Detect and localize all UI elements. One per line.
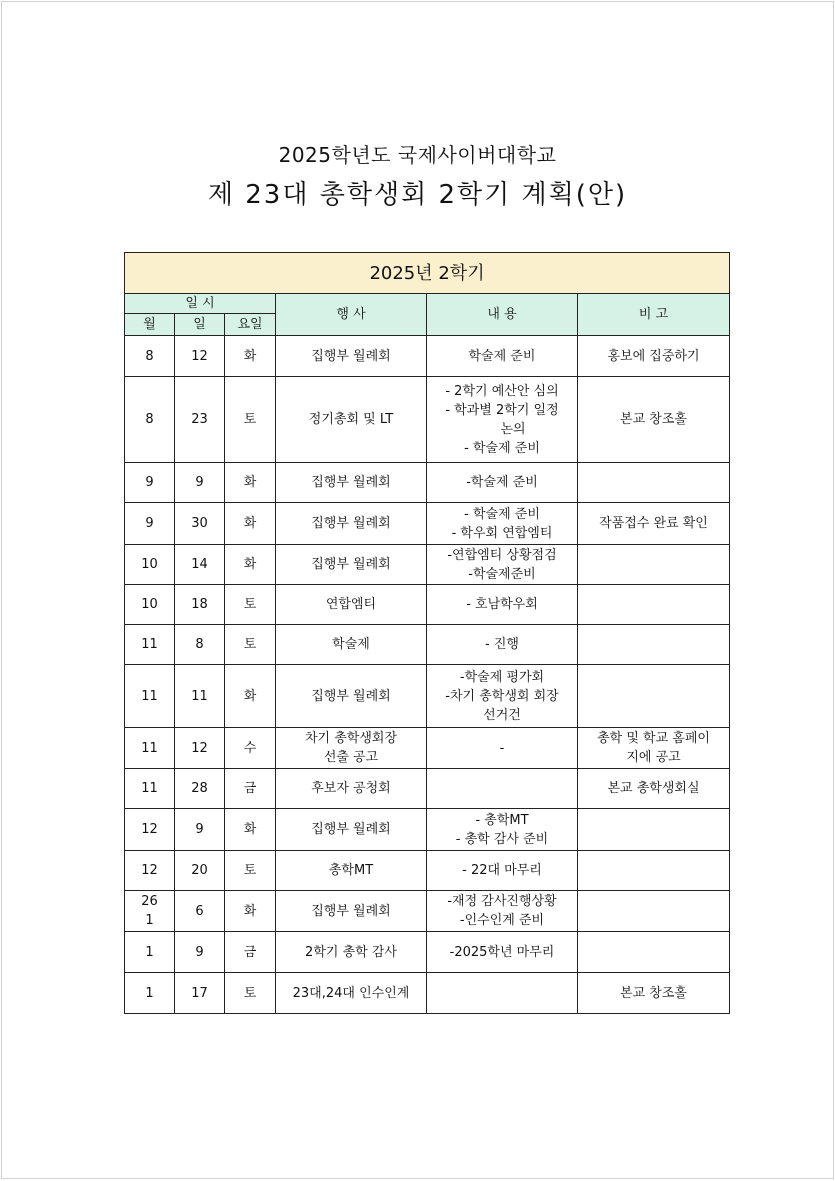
cell-day: 20: [175, 851, 225, 891]
table-row: [125, 891, 730, 932]
cell-line: -학술제준비: [468, 566, 536, 582]
cell-line: - 2학기 예산안 심의: [445, 383, 559, 399]
cell-content: [427, 932, 578, 973]
cell-day: 11: [175, 665, 225, 728]
cell-event: 집행부 월례회: [276, 665, 427, 728]
cell-month: 11: [125, 728, 175, 769]
table-row: [125, 932, 730, 973]
cell-event: 집행부 월례회: [276, 463, 427, 503]
cell-day: 28: [175, 769, 225, 809]
cell-month: 12: [125, 809, 175, 851]
cell-line: 총학 및 학교 홈페이: [597, 731, 710, 746]
cell-month: 1: [125, 973, 175, 1014]
table-row: [125, 665, 730, 728]
cell-note: [578, 665, 730, 728]
cell-line: 26: [141, 894, 158, 909]
cell-weekday: 토: [225, 377, 276, 463]
cell-event: 집행부 월례회: [276, 891, 427, 932]
cell-content: [427, 769, 578, 809]
cell-note: 본교 창조홀: [578, 973, 730, 1014]
cell-line: - 학우회 연합엠티: [451, 525, 553, 541]
table-row: [125, 625, 730, 665]
cell-weekday: 화: [225, 665, 276, 728]
table-row: [125, 728, 730, 769]
cell-month: 8: [125, 377, 175, 463]
cell-weekday: 토: [225, 851, 276, 891]
cell-content: [427, 728, 578, 769]
cell-weekday: 수: [225, 728, 276, 769]
cell-weekday: 화: [225, 503, 276, 545]
cell-content: [427, 851, 578, 891]
cell-content: [427, 503, 578, 545]
cell-line: 선출 공고: [323, 750, 379, 765]
table-row: [125, 545, 730, 585]
cell-note: [578, 545, 730, 585]
cell-note: [578, 809, 730, 851]
cell-content: [427, 377, 578, 463]
semester-title: 2025년 2학기: [125, 253, 730, 294]
cell-note: [578, 585, 730, 625]
cell-month: 11: [125, 769, 175, 809]
header-event: 행 사: [276, 294, 427, 336]
cell-event: 집행부 월례회: [276, 809, 427, 851]
cell-content: [427, 625, 578, 665]
table-row: [125, 769, 730, 809]
cell-weekday: 화: [225, 545, 276, 585]
cell-weekday: 토: [225, 625, 276, 665]
cell-weekday: 화: [225, 463, 276, 503]
cell-month: 12: [125, 851, 175, 891]
cell-day: 9: [175, 463, 225, 503]
cell-content: [427, 463, 578, 503]
cell-event: 2학기 총학 감사: [276, 932, 427, 973]
cell-note: [578, 728, 730, 769]
cell-event: 학술제: [276, 625, 427, 665]
cell-note: 작품접수 완료 확인: [578, 503, 730, 545]
cell-month: 9: [125, 463, 175, 503]
cell-day: 9: [175, 932, 225, 973]
cell-content: [427, 973, 578, 1014]
table-row: [125, 809, 730, 851]
table-row: [125, 851, 730, 891]
header-weekday: 요일: [225, 314, 276, 336]
cell-line: 학술제 준비: [468, 348, 536, 364]
cell-weekday: 화: [225, 809, 276, 851]
cell-line: -인수인계 준비: [459, 913, 545, 928]
cell-weekday: 토: [225, 585, 276, 625]
cell-event: [276, 728, 427, 769]
cell-day: 18: [175, 585, 225, 625]
cell-line: 지에 공고: [626, 750, 681, 765]
cell-day: 12: [175, 728, 225, 769]
cell-note: 본교 창조홀: [578, 377, 730, 463]
cell-month: 8: [125, 336, 175, 377]
cell-line: -학술제 준비: [466, 475, 538, 490]
cell-day: 30: [175, 503, 225, 545]
cell-event: 연합엠티: [276, 585, 427, 625]
cell-month: [125, 891, 175, 932]
table-row: [125, 336, 730, 377]
cell-note: [578, 625, 730, 665]
cell-note: [578, 891, 730, 932]
cell-line: - 학술제 준비: [464, 440, 540, 456]
cell-line: - 22대 마무리: [462, 863, 542, 878]
cell-content: [427, 891, 578, 932]
cell-event: 총학MT: [276, 851, 427, 891]
cell-line: - 총학MT: [475, 812, 529, 828]
cell-month: 10: [125, 585, 175, 625]
cell-weekday: 화: [225, 336, 276, 377]
cell-line: -2025학년 마무리: [449, 944, 555, 960]
cell-weekday: 토: [225, 973, 276, 1014]
cell-event: 집행부 월례회: [276, 503, 427, 545]
cell-line: 선거건: [483, 707, 521, 723]
schedule-table: [124, 252, 730, 1014]
cell-weekday: 화: [225, 891, 276, 932]
cell-event: 집행부 월례회: [276, 336, 427, 377]
header-content: 내 용: [427, 294, 578, 336]
cell-note: [578, 851, 730, 891]
schedule-body: [125, 336, 730, 1014]
cell-day: 23: [175, 377, 225, 463]
cell-day: 12: [175, 336, 225, 377]
header-date: 일 시: [125, 294, 276, 314]
document-page: [1, 1, 834, 1179]
cell-note: [578, 932, 730, 973]
cell-line: -재정 감사진행상황: [447, 894, 557, 909]
cell-line: 1: [145, 913, 154, 928]
table-row: [125, 503, 730, 545]
cell-month: 9: [125, 503, 175, 545]
header-note: 비 고: [578, 294, 730, 336]
table-row: [125, 377, 730, 463]
cell-line: -연합엠티 상황점검: [447, 547, 557, 563]
semester-header-row: [125, 253, 730, 294]
cell-event: 후보자 공청회: [276, 769, 427, 809]
table-row: [125, 585, 730, 625]
cell-line: - 총학 감사 준비: [455, 831, 549, 847]
cell-event: 정기총회 및 LT: [276, 377, 427, 463]
cell-line: - 학과별 2학기 일정: [445, 402, 559, 418]
cell-day: 6: [175, 891, 225, 932]
table-row: [125, 463, 730, 503]
cell-line: 논의: [500, 421, 526, 437]
cell-event: 집행부 월례회: [276, 545, 427, 585]
cell-day: 8: [175, 625, 225, 665]
cell-month: 1: [125, 932, 175, 973]
table-row: [125, 973, 730, 1014]
cell-day: 17: [175, 973, 225, 1014]
document-title: 제 23대 총학생회 2학기 계획(안): [207, 180, 628, 210]
cell-content: [427, 809, 578, 851]
cell-line: -: [499, 740, 505, 756]
cell-line: - 진행: [485, 637, 519, 652]
cell-month: 11: [125, 665, 175, 728]
cell-note: [578, 463, 730, 503]
cell-line: - 호남학우회: [466, 597, 538, 612]
cell-event: 23대,24대 인수인계: [276, 973, 427, 1014]
cell-content: [427, 545, 578, 585]
cell-content: [427, 665, 578, 728]
cell-note: 본교 총학생회실: [578, 769, 730, 809]
column-header-row: [125, 294, 730, 314]
cell-line: - 학술제 준비: [464, 506, 540, 522]
cell-day: 14: [175, 545, 225, 585]
header-day: 일: [175, 314, 225, 336]
cell-content: [427, 336, 578, 377]
cell-month: 11: [125, 625, 175, 665]
cell-line: 차기 총학생회장: [304, 731, 398, 746]
cell-content: [427, 585, 578, 625]
cell-month: 10: [125, 545, 175, 585]
cell-line: -차기 총학생회 회장: [445, 688, 559, 704]
cell-line: -학술제 평가회: [459, 669, 545, 685]
cell-weekday: 금: [225, 932, 276, 973]
cell-weekday: 금: [225, 769, 276, 809]
header-month: 월: [125, 314, 175, 336]
cell-day: 9: [175, 809, 225, 851]
document-subtitle: 2025학년도 국제사이버대학교: [278, 143, 557, 167]
cell-note: 홍보에 집중하기: [578, 336, 730, 377]
